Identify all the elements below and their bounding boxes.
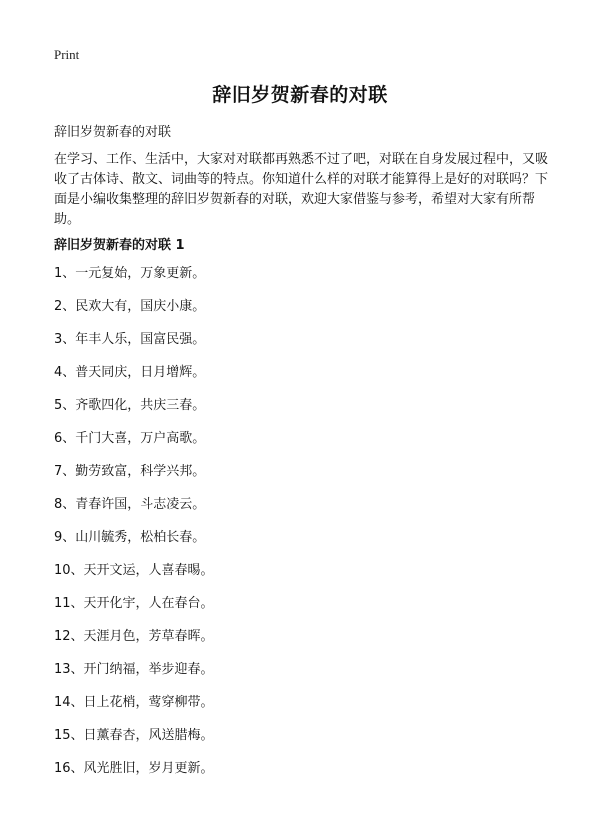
list-item: 3、年丰人乐，国富民强。 bbox=[54, 332, 206, 347]
list-item: 10、天开文运，人喜春晹。 bbox=[54, 563, 214, 578]
list-item: 2、民欢大有，国庆小康。 bbox=[54, 299, 206, 314]
list-item: 16、风光胜旧，岁月更新。 bbox=[54, 761, 214, 776]
list-item: 1、一元复始，万象更新。 bbox=[54, 266, 206, 281]
list-item: 12、天涯月色，芳草春晖。 bbox=[54, 629, 214, 644]
list-item: 9、山川毓秀，松柏长春。 bbox=[54, 530, 206, 545]
list-item: 15、日薰春杏，风送腊梅。 bbox=[54, 728, 214, 743]
list-item: 13、开门纳福，举步迎春。 bbox=[54, 662, 214, 677]
list-item: 14、日上花梢，莺穿柳带。 bbox=[54, 695, 214, 710]
list-item: 8、青春许国，斗志凌云。 bbox=[54, 497, 206, 512]
intro-paragraph: 在学习、工作、生活中，大家对对联都再熟悉不过了吧，对联在自身发展过程中，又吸收了古体诗、散文、词曲等的特点。你知道什么样的对联才能算得上是好的对联吗？下面是小编收集整理的辞旧岁贺新春的对联，欢迎大家借鉴与参考，希望对大家有所帮助。 bbox=[54, 152, 549, 227]
couplet-list bbox=[54, 264, 214, 792]
document-subtitle: 辞旧岁贺新春的对联 bbox=[54, 125, 172, 140]
print-link[interactable]: Print bbox=[54, 47, 80, 62]
list-item: 6、千门大喜，万户高歌。 bbox=[54, 431, 206, 446]
section-heading: 辞旧岁贺新春的对联 1 bbox=[54, 238, 185, 253]
list-item: 4、普天同庆，日月增辉。 bbox=[54, 365, 206, 380]
list-item: 5、齐歌四化，共庆三春。 bbox=[54, 398, 206, 413]
page-title: 辞旧岁贺新春的对联 bbox=[212, 84, 388, 106]
list-item: 11、天开化宇，人在春台。 bbox=[54, 596, 214, 611]
list-item: 7、勤劳致富，科学兴邦。 bbox=[54, 464, 206, 479]
